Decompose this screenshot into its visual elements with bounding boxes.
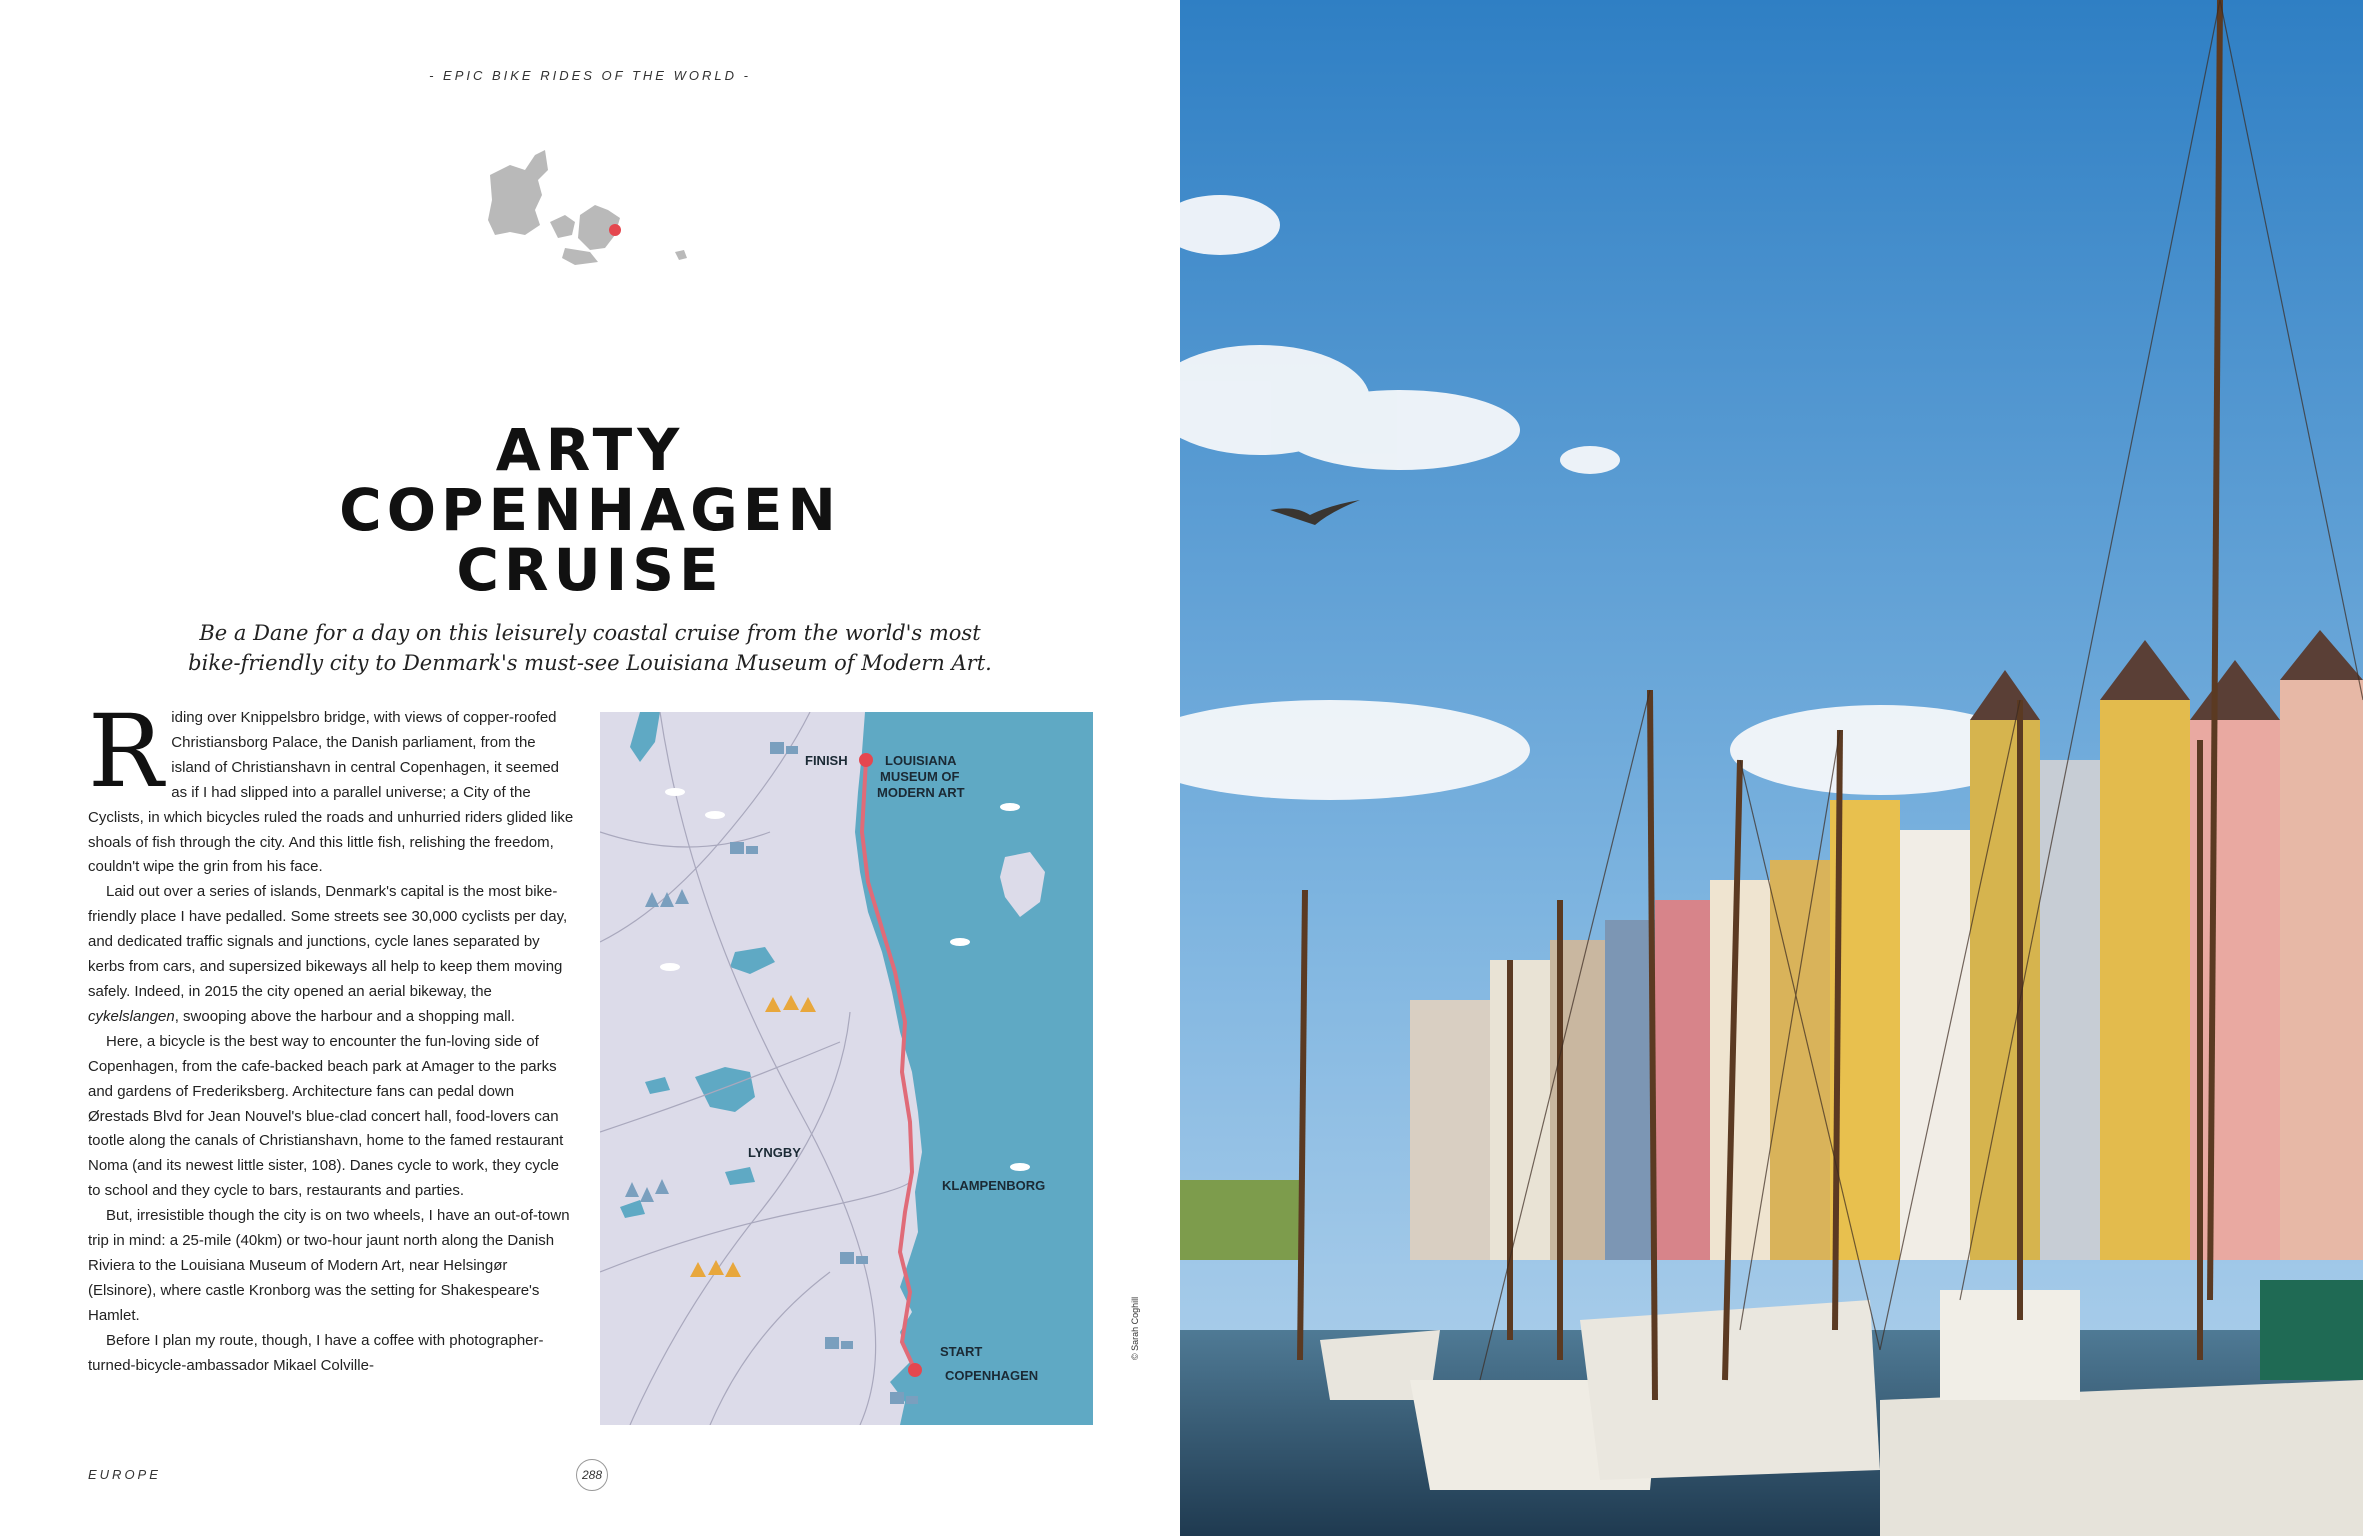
paragraph-3: Here, a bicycle is the best way to encounter the fun-loving side of Copenhagen, from the cafe-backed beach park at Amager to the parks and gardens of Frederiksberg. Architecture fans can pedal down Ørestads Blvd for Jean Nouvel's blue-clad concert hall, food-lovers can tootle along the canals of Christianshavn, home to the famed restaurant Noma (and its newest little sister, 108). Danes cycle to work, they cycle to school and they cycle to bars, restaurants and parties. xyxy=(88,1032,564,1200)
map-label-klampenborg: KLAMPENBORG xyxy=(942,1178,1046,1193)
footer-section-label: EUROPE xyxy=(88,1467,161,1482)
article-body xyxy=(88,706,574,1424)
copenhagen-marker xyxy=(609,224,621,236)
finish-marker xyxy=(859,753,873,767)
map-label-louisiana: LOUISIANA xyxy=(885,753,957,768)
map-label-lyngby: LYNGBY xyxy=(748,1145,801,1160)
start-marker xyxy=(908,1363,922,1377)
funen-shape xyxy=(550,215,575,238)
running-head: - EPIC BIKE RIDES OF THE WORLD - xyxy=(429,68,751,83)
photo-credit: © Sarah Coghill xyxy=(1130,1296,1140,1360)
map-label-copenhagen: COPENHAGEN xyxy=(945,1368,1039,1383)
route-map xyxy=(600,712,1093,1425)
sail-cover-green xyxy=(2260,1280,2363,1380)
nyhavn-harbour-photo xyxy=(1180,0,2363,1536)
paragraph-1: Riding over Knippelsbro bridge, with views of copper-roofed Christiansborg Palace, the Danish parliament, from the island of Christianshavn in central Copenhagen, it seemed as if I had slipped into a parallel universe; a City of the Cyclists, in which bicycles ruled the roads and unhurried riders glided like shoals of fish through the city. And this little fish, relishing the freedom, couldn't wipe the grin from his face. xyxy=(88,706,574,876)
title-line-1: ARTY xyxy=(495,416,685,484)
lolland-shape xyxy=(562,248,598,265)
paragraph-5: Before I plan my route, though, I have a coffee with photographer-turned-bicycle-ambassador Mikael Colville- xyxy=(88,1331,544,1374)
article-title xyxy=(230,416,950,604)
denmark-locator-map xyxy=(480,140,700,280)
map-label-modern-art: MODERN ART xyxy=(877,785,965,800)
map-label-finish: FINISH xyxy=(805,753,848,768)
jutland-shape xyxy=(488,150,548,235)
map-label-museum-of: MUSEUM OF xyxy=(880,769,960,784)
page-number: 288 xyxy=(576,1459,608,1491)
left-page xyxy=(0,0,1180,1536)
bornholm-shape xyxy=(675,250,687,260)
drop-cap: R xyxy=(88,706,164,810)
paragraph-4: But, irresistible though the city is on two wheels, I have an out-of-town trip in mind: a 25-mile (40km) or two-hour jaunt north along the Danish Riviera to the Louisiana Museum of Modern Art, near Helsingør (Elsinore), where castle Kronborg was the setting for Shakespeare's Hamlet. xyxy=(88,1207,570,1324)
standfirst: Be a Dane for a day on this leisurely coastal cruise from the world's most bike-friendly city to Denmark's must-see Louisiana Museum of Modern Art. xyxy=(188,621,992,675)
right-page xyxy=(1180,0,2363,1536)
paragraph-2: Laid out over a series of islands, Denmark's capital is the most bike-friendly place I have pedalled. Some streets see 30,000 cyclists per day, and dedicated traffic signals and junctions, cycle lanes separated by kerbs from cars, and supersized bikeways all help to keep them moving safely. Indeed, in 2015 the city opened an aerial bikeway, the cykelslangen, swooping above the harbour and a shopping mall. xyxy=(88,883,568,1025)
title-line-3: CRUISE xyxy=(456,536,724,604)
title-line-2: COPENHAGEN xyxy=(339,476,841,544)
map-label-start: START xyxy=(940,1344,983,1359)
